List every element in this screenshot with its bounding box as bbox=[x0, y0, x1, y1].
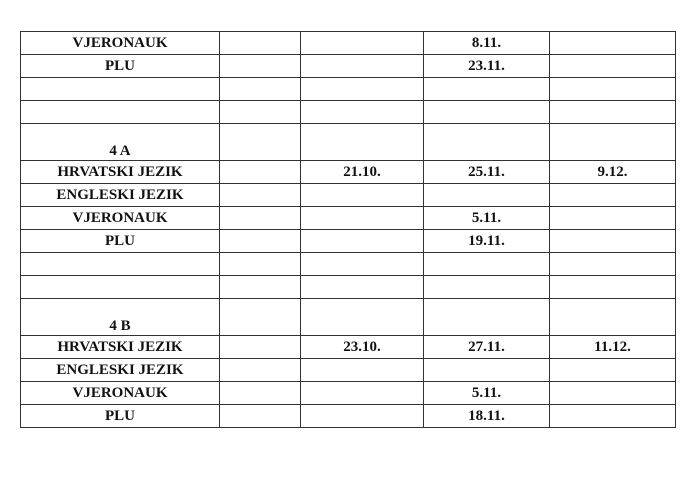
date-cell bbox=[424, 253, 550, 276]
date-cell bbox=[220, 32, 301, 55]
subject-cell: VJERONAUK bbox=[21, 32, 220, 55]
table-row bbox=[21, 207, 676, 230]
date-cell bbox=[550, 382, 676, 405]
class-heading: 4 A bbox=[21, 124, 220, 161]
subject-cell: HRVATSKI JEZIK bbox=[21, 161, 220, 184]
date-cell bbox=[550, 276, 676, 299]
date-cell bbox=[301, 32, 424, 55]
date-cell bbox=[301, 207, 424, 230]
date-cell: 23.10. bbox=[301, 336, 424, 359]
date-cell bbox=[424, 124, 550, 161]
subject-cell bbox=[21, 276, 220, 299]
date-cell bbox=[550, 299, 676, 336]
date-cell bbox=[301, 124, 424, 161]
table-row bbox=[21, 101, 676, 124]
date-cell bbox=[424, 184, 550, 207]
date-cell bbox=[301, 382, 424, 405]
table-row bbox=[21, 253, 676, 276]
date-cell bbox=[550, 101, 676, 124]
date-cell bbox=[301, 78, 424, 101]
subject-cell: ENGLESKI JEZIK bbox=[21, 184, 220, 207]
date-cell bbox=[301, 276, 424, 299]
date-cell: 9.12. bbox=[550, 161, 676, 184]
table-row bbox=[21, 405, 676, 428]
class-header-row bbox=[21, 124, 676, 161]
date-cell bbox=[550, 253, 676, 276]
table-row bbox=[21, 184, 676, 207]
class-header-row bbox=[21, 299, 676, 336]
date-cell bbox=[220, 55, 301, 78]
date-cell bbox=[550, 230, 676, 253]
table-row bbox=[21, 336, 676, 359]
date-cell bbox=[424, 101, 550, 124]
date-cell bbox=[220, 161, 301, 184]
date-cell bbox=[220, 276, 301, 299]
date-cell bbox=[220, 230, 301, 253]
table-row bbox=[21, 276, 676, 299]
date-cell bbox=[550, 55, 676, 78]
date-cell bbox=[550, 32, 676, 55]
date-cell bbox=[301, 405, 424, 428]
date-cell: 19.11. bbox=[424, 230, 550, 253]
date-cell bbox=[220, 359, 301, 382]
date-cell: 11.12. bbox=[550, 336, 676, 359]
class-heading: 4 B bbox=[21, 299, 220, 336]
subject-cell: PLU bbox=[21, 55, 220, 78]
date-cell: 23.11. bbox=[424, 55, 550, 78]
subject-cell bbox=[21, 253, 220, 276]
date-cell bbox=[550, 78, 676, 101]
date-cell bbox=[220, 101, 301, 124]
date-cell bbox=[301, 359, 424, 382]
subject-cell: PLU bbox=[21, 230, 220, 253]
date-cell: 27.11. bbox=[424, 336, 550, 359]
date-cell bbox=[301, 253, 424, 276]
table-row bbox=[21, 382, 676, 405]
date-cell bbox=[220, 299, 301, 336]
date-cell bbox=[220, 336, 301, 359]
date-cell bbox=[220, 207, 301, 230]
date-cell bbox=[301, 299, 424, 336]
table-row bbox=[21, 55, 676, 78]
subject-cell: VJERONAUK bbox=[21, 382, 220, 405]
table-row bbox=[21, 78, 676, 101]
table-row bbox=[21, 32, 676, 55]
table-row bbox=[21, 359, 676, 382]
subject-cell: ENGLESKI JEZIK bbox=[21, 359, 220, 382]
date-cell bbox=[550, 124, 676, 161]
date-cell bbox=[301, 230, 424, 253]
subject-cell: VJERONAUK bbox=[21, 207, 220, 230]
date-cell bbox=[424, 276, 550, 299]
date-cell: 18.11. bbox=[424, 405, 550, 428]
date-cell bbox=[424, 299, 550, 336]
date-cell bbox=[220, 184, 301, 207]
date-cell bbox=[301, 55, 424, 78]
date-cell bbox=[301, 184, 424, 207]
date-cell bbox=[220, 405, 301, 428]
subject-cell: HRVATSKI JEZIK bbox=[21, 336, 220, 359]
date-cell bbox=[301, 101, 424, 124]
date-cell bbox=[220, 124, 301, 161]
subject-cell: PLU bbox=[21, 405, 220, 428]
date-cell: 21.10. bbox=[301, 161, 424, 184]
subject-cell bbox=[21, 78, 220, 101]
date-cell: 8.11. bbox=[424, 32, 550, 55]
schedule-table bbox=[20, 31, 676, 428]
table-row bbox=[21, 161, 676, 184]
table-row bbox=[21, 230, 676, 253]
date-cell bbox=[424, 78, 550, 101]
date-cell bbox=[220, 78, 301, 101]
date-cell bbox=[550, 359, 676, 382]
subject-cell bbox=[21, 101, 220, 124]
date-cell bbox=[550, 207, 676, 230]
date-cell bbox=[220, 382, 301, 405]
date-cell bbox=[550, 184, 676, 207]
date-cell bbox=[220, 253, 301, 276]
date-cell bbox=[550, 405, 676, 428]
date-cell bbox=[424, 359, 550, 382]
date-cell: 5.11. bbox=[424, 382, 550, 405]
date-cell: 5.11. bbox=[424, 207, 550, 230]
date-cell: 25.11. bbox=[424, 161, 550, 184]
